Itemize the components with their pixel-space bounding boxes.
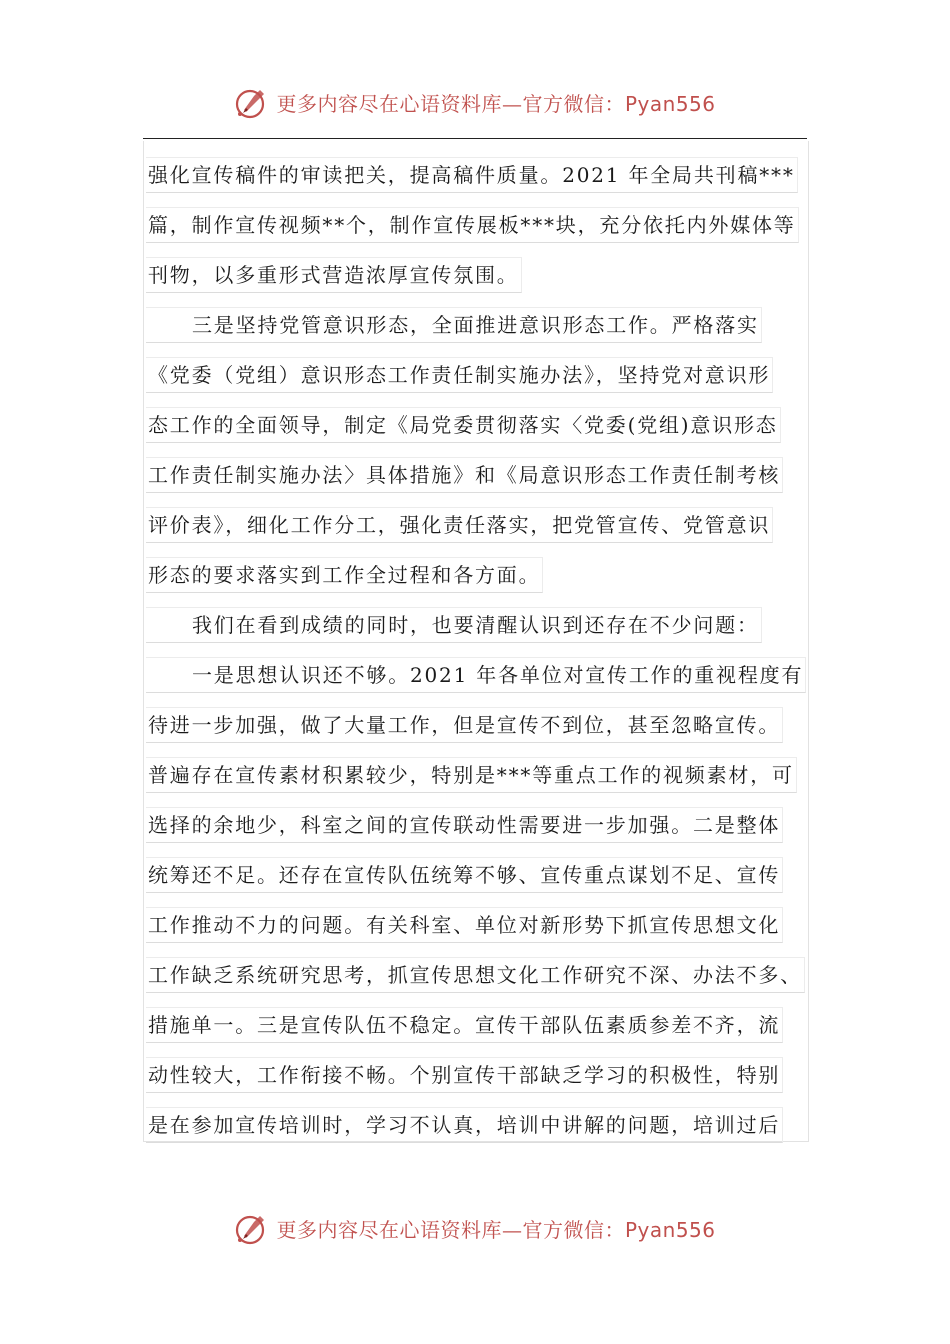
line-text: 是在参加宣传培训时，学习不认真，培训中讲解的问题，培训过后 — [146, 1107, 783, 1143]
text-line — [146, 498, 806, 548]
text-line — [146, 298, 806, 348]
line-text: 《党委（党组）意识形态工作责任制实施办法》，坚持党对意识形 — [146, 357, 773, 393]
text-line — [146, 348, 806, 398]
line-text: 工作推动不力的问题。有关科室、单位对新形势下抓宣传思想文化 — [146, 907, 783, 943]
wechat-id: Pyan556 — [624, 1217, 716, 1242]
line-text: 工作缺乏系统研究思考，抓宣传思想文化工作研究不深、办法不多、 — [146, 957, 805, 993]
text-line — [146, 848, 806, 898]
line-text: 强化宣传稿件的审读把关，提高稿件质量。2021 年全局共刊稿*** — [146, 157, 798, 193]
banner-message: 更多内容尽在心语资料库—官方微信： — [276, 91, 625, 116]
text-line — [146, 698, 806, 748]
line-text: 选择的余地少，科室之间的宣传联动性需要进一步加强。二是整体 — [146, 807, 783, 843]
line-text: 动性较大，工作衔接不畅。个别宣传干部缺乏学习的积极性，特别 — [146, 1057, 783, 1093]
text-line — [146, 948, 806, 998]
text-line — [146, 598, 806, 648]
line-text: 评价表》，细化工作分工，强化责任落实，把党管宣传、党管意识 — [146, 507, 773, 543]
line-text: 形态的要求落实到工作全过程和各方面。 — [146, 557, 543, 593]
line-text: 普遍存在宣传素材积累较少，特别是***等重点工作的视频素材，可 — [146, 757, 797, 793]
line-text: 态工作的全面领导，制定《局党委贯彻落实〈党委(党组)意识形态 — [146, 407, 781, 443]
line-text: 措施单一。三是宣传队伍不稳定。宣传干部队伍素质参差不齐，流 — [146, 1007, 783, 1043]
text-line — [146, 1098, 806, 1148]
header-banner — [0, 82, 950, 122]
text-line — [146, 148, 806, 198]
line-text: 我们在看到成绩的同时，也要清醒认识到还存在不少问题： — [146, 607, 762, 643]
text-line — [146, 248, 806, 298]
pen-nib-circle-icon — [234, 84, 270, 120]
line-text: 待进一步加强，做了大量工作，但是宣传不到位，甚至忽略宣传。 — [146, 707, 783, 743]
line-text: 工作责任制实施办法〉具体措施》和《局意识形态工作责任制考核 — [146, 457, 783, 493]
footer-banner — [0, 1208, 950, 1248]
line-text: 篇，制作宣传视频**个，制作宣传展板***块，充分依托内外媒体等 — [146, 207, 799, 243]
text-line — [146, 748, 806, 798]
text-line — [146, 798, 806, 848]
text-line — [146, 1048, 806, 1098]
wechat-id: Pyan556 — [624, 91, 716, 116]
line-text: 三是坚持党管意识形态，全面推进意识形态工作。严格落实 — [146, 307, 762, 343]
line-text: 一是思想认识还不够。2021 年各单位对宣传工作的重视程度有 — [146, 657, 806, 693]
line-text: 刊物，以多重形式营造浓厚宣传氛围。 — [146, 257, 522, 293]
header-divider — [143, 138, 807, 139]
text-line — [146, 898, 806, 948]
text-line — [146, 448, 806, 498]
text-line — [146, 198, 806, 248]
text-line — [146, 398, 806, 448]
line-text: 统筹还不足。还存在宣传队伍统筹不够、宣传重点谋划不足、宣传 — [146, 857, 783, 893]
banner-text — [276, 1214, 715, 1243]
banner-message: 更多内容尽在心语资料库—官方微信： — [276, 1217, 625, 1242]
text-line — [146, 548, 806, 598]
text-line — [146, 998, 806, 1048]
banner-text — [276, 88, 715, 117]
text-line — [146, 648, 806, 698]
document-body — [146, 148, 806, 1148]
pen-nib-circle-icon — [234, 1210, 270, 1246]
